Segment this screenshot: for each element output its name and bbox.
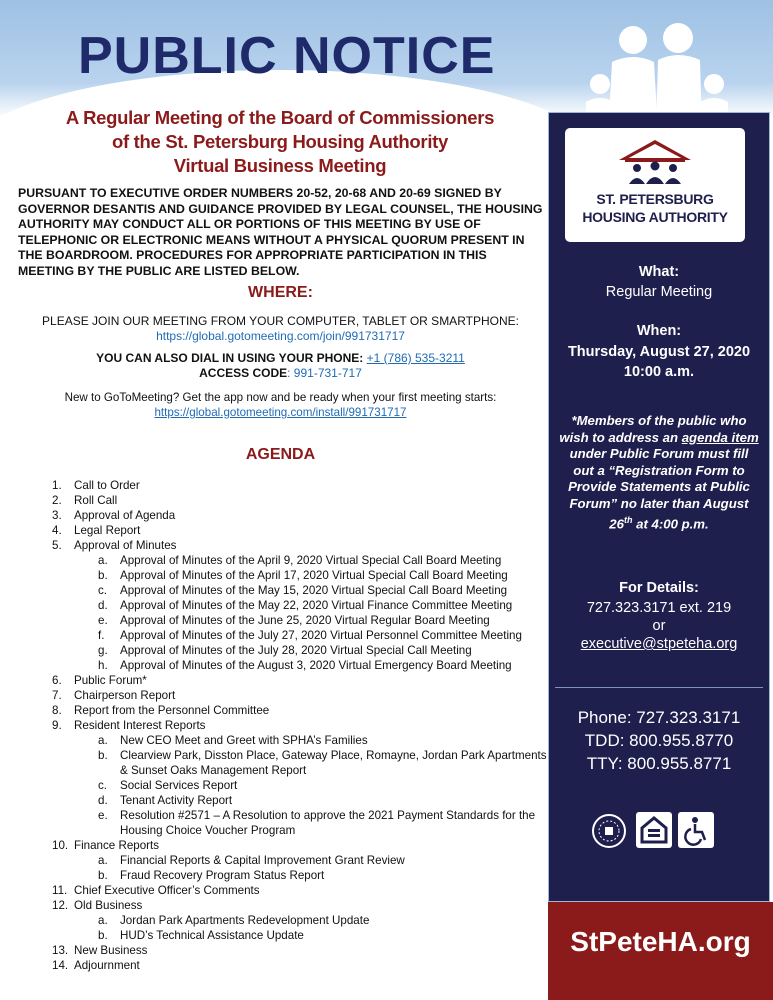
pursuant-paragraph: PURSUANT TO EXECUTIVE ORDER NUMBERS 20-52, 20-68 AND 20-69 SIGNED BY GOVERNOR DESANTIS AND GUIDANCE PROVIDED BY LEGAL COUNSEL, THE HOUSING AUTHORITY MAY CONDUCT ALL OR PORTIONS OF THIS MEETING BY USE OF TELEPHONIC OR ELECTRONIC MEANS WITHOUT A PHYSICAL QUORUM PRESENT IN THE BOARDROOM. PROCEDURES FOR APPROPRIATE PARTICIPATION IN THIS MEETING BY THE PUBLIC ARE LISTED BELOW. xyxy=(18,186,543,278)
agenda-item xyxy=(52,838,552,853)
agenda-item-number: 5. xyxy=(52,539,62,552)
agenda-item xyxy=(52,898,552,913)
agenda-item xyxy=(52,523,552,538)
agenda-item-text: Adjournment xyxy=(74,959,140,972)
hud-seal-icon xyxy=(590,812,630,850)
access-line xyxy=(18,366,543,381)
agenda-item xyxy=(52,673,552,688)
agenda-subitem-letter: a. xyxy=(98,854,108,867)
agenda-item-number: 14. xyxy=(52,959,69,972)
agenda-subitem-letter: b. xyxy=(98,929,108,942)
phone-number: Phone: 727.323.3171 xyxy=(577,708,741,727)
agenda-subitem-letter: c. xyxy=(98,779,108,792)
agenda-subitem-letter: a. xyxy=(98,554,108,567)
agenda-item xyxy=(52,718,552,733)
agenda-subitem-text: Approval of Minutes of the July 27, 2020 Virtual Personnel Committee Meeting xyxy=(120,629,522,642)
agenda-subitem-text: New CEO Meet and Greet with SPHA’s Families xyxy=(120,734,368,747)
agenda-subitem-text: Approval of Minutes of the August 3, 2020 Virtual Emergency Board Meeting xyxy=(120,659,512,672)
agenda-subitem-letter: f. xyxy=(98,629,105,642)
what-label: What: xyxy=(638,264,680,280)
agenda-item-text: Finance Reports xyxy=(74,839,160,852)
logo-line-2: HOUSING AUTHORITY xyxy=(582,209,728,225)
join-link[interactable]: https://global.gotomeeting.com/join/991731717 xyxy=(156,329,405,343)
agenda-subitem xyxy=(52,643,552,658)
agenda-item-text: Report from the Personnel Committee xyxy=(74,704,270,717)
agenda-item-number: 8. xyxy=(52,704,62,717)
agenda-subitem xyxy=(52,793,552,808)
agenda-item xyxy=(52,478,552,493)
agenda-item-text: Old Business xyxy=(74,899,143,912)
agenda-subitem-text: Approval of Minutes of the May 15, 2020 Virtual Special Call Board Meeting xyxy=(120,584,508,597)
agenda-item-text: Call to Order xyxy=(74,479,140,492)
agenda-item-number: 10. xyxy=(52,839,69,852)
dial-number-link[interactable]: +1 (786) 535-3211 xyxy=(366,351,465,365)
agenda-subitem-text: Approval of Minutes of the April 17, 2020 Virtual Special Call Board Meeting xyxy=(120,569,508,582)
when-label: When: xyxy=(636,323,682,339)
agenda-subitem xyxy=(52,748,552,778)
agenda-subitem-letter: b. xyxy=(98,749,108,762)
agenda-item-number: 3. xyxy=(52,509,62,522)
when-time: 10:00 a.m. xyxy=(623,364,695,380)
details-phone: 727.323.3171 ext. 219 xyxy=(586,600,732,616)
note-sup: th xyxy=(623,515,633,525)
note-text-2: under Public Forum must fill out a “Registration Form to Provide Statements at Public Forum” no later than August 26 xyxy=(568,446,750,532)
note-agenda-item: agenda item xyxy=(681,429,759,445)
agenda-item xyxy=(52,688,552,703)
website-link[interactable]: StPeteHA.org xyxy=(570,926,751,957)
agenda-subitem-text: Fraud Recovery Program Status Report xyxy=(120,869,325,882)
dial-text: YOU CAN ALSO DIAL IN USING YOUR PHONE: xyxy=(96,351,367,365)
agenda-item xyxy=(52,958,552,973)
agenda-subitem-letter: c. xyxy=(98,584,108,597)
agenda-subitem-letter: d. xyxy=(98,794,108,807)
agenda-item-number: 11. xyxy=(52,884,68,897)
agenda-subitem-letter: e. xyxy=(98,614,108,627)
house-logo-icon xyxy=(615,138,695,188)
agenda-subitem-text: Social Services Report xyxy=(120,779,238,792)
when-date: Thursday, August 27, 2020 xyxy=(567,344,751,360)
agenda-subitem xyxy=(52,928,552,943)
join-text: PLEASE JOIN OUR MEETING FROM YOUR COMPUTER, TABLET OR SMARTPHONE: xyxy=(42,314,519,328)
agenda-item-number: 9. xyxy=(52,719,62,732)
spha-logo xyxy=(565,128,745,242)
agenda-subitem-text: Tenant Activity Report xyxy=(120,794,233,807)
agenda-item-text: Roll Call xyxy=(74,494,118,507)
agenda-subitem-text: Approval of Minutes of the July 28, 2020 Virtual Special Call Meeting xyxy=(120,644,472,657)
public-forum-note xyxy=(558,413,760,533)
tdd-number: TDD: 800.955.8770 xyxy=(584,731,734,750)
agenda-item-number: 2. xyxy=(52,494,62,507)
install-link-line xyxy=(18,405,543,420)
agenda-subitem-text: Approval of Minutes of the June 25, 2020 Virtual Regular Board Meeting xyxy=(120,614,490,627)
agenda-subitem-letter: a. xyxy=(98,734,108,747)
agenda-subitem-letter: a. xyxy=(98,914,108,927)
agenda-subitem xyxy=(52,628,552,643)
agenda-list xyxy=(52,478,552,973)
agenda-item-text: Legal Report xyxy=(74,524,141,537)
meeting-subtitle xyxy=(30,106,530,178)
agenda-subitem-letter: d. xyxy=(98,599,108,612)
agenda-subitem-text: Clearview Park, Disston Place, Gateway Place, Romayne, Jordan Park Apartments & Sunset Oaks Management Report xyxy=(120,749,547,777)
agenda-subitem-text: HUD’s Technical Assistance Update xyxy=(120,929,304,942)
dial-line xyxy=(18,351,543,366)
agenda-subitem xyxy=(52,853,552,868)
agenda-heading: AGENDA xyxy=(245,446,316,463)
access-label: ACCESS CODE xyxy=(199,366,288,380)
note-text-1: *Members of the public who wish to address an xyxy=(559,413,747,445)
agenda-item-number: 1. xyxy=(52,479,62,492)
where-heading: WHERE: xyxy=(248,284,313,301)
logo-line-1: ST. PETERSBURG xyxy=(596,191,714,207)
subtitle-line-2: of the St. Petersburg Housing Authority xyxy=(111,131,449,152)
note-text-3: at 4:00 p.m. xyxy=(632,516,709,532)
agenda-subitem-letter: g. xyxy=(98,644,108,657)
equal-housing-icon xyxy=(636,812,672,848)
agenda-item-text: New Business xyxy=(74,944,148,957)
agenda-subitem-letter: e. xyxy=(98,809,108,822)
agenda-subitem xyxy=(52,568,552,583)
compliance-icons xyxy=(590,812,730,850)
agenda-item-text: Chief Executive Officer’s Comments xyxy=(74,884,260,897)
agenda-item xyxy=(52,508,552,523)
agenda-subitem-text: Approval of Minutes of the May 22, 2020 Virtual Finance Committee Meeting xyxy=(120,599,513,612)
agenda-item-text: Approval of Minutes xyxy=(74,539,177,552)
what-value: Regular Meeting xyxy=(605,284,713,300)
sidebar-divider xyxy=(555,687,763,688)
access-code: : 991-731-717 xyxy=(287,366,362,380)
agenda-subitem-text: Resolution #2571 – A Resolution to approve the 2021 Payment Standards for the Housing Choice Voucher Program xyxy=(120,809,536,837)
agenda-item-text: Approval of Agenda xyxy=(74,509,176,522)
agenda-subitem xyxy=(52,868,552,883)
agenda-item xyxy=(52,538,552,553)
agenda-item xyxy=(52,493,552,508)
agenda-subitem-letter: b. xyxy=(98,869,108,882)
agenda-subitem-text: Financial Reports & Capital Improvement Grant Review xyxy=(120,854,405,867)
agenda-subitem xyxy=(52,553,552,568)
details-label: For Details: xyxy=(619,580,699,596)
agenda-subitem xyxy=(52,778,552,793)
new-to-gotomeeting: New to GoToMeeting? Get the app now and be ready when your first meeting starts: xyxy=(64,391,497,404)
agenda-item-text: Resident Interest Reports xyxy=(74,719,206,732)
install-link[interactable]: https://global.gotomeeting.com/install/991731717 xyxy=(154,406,407,419)
accessibility-icon xyxy=(678,812,714,848)
tty-number: TTY: 800.955.8771 xyxy=(586,754,732,773)
details-email-link[interactable]: executive@stpeteha.org xyxy=(580,636,738,652)
agenda-subitem-letter: b. xyxy=(98,569,108,582)
agenda-subitem-letter: h. xyxy=(98,659,108,672)
agenda-item xyxy=(52,883,552,898)
agenda-item-number: 7. xyxy=(52,689,62,702)
join-link-line xyxy=(18,329,543,344)
subtitle-line-1: A Regular Meeting of the Board of Commissioners xyxy=(65,107,495,128)
details-or: or xyxy=(652,618,666,634)
agenda-subitem xyxy=(52,598,552,613)
agenda-subitem xyxy=(52,658,552,673)
agenda-subitem xyxy=(52,733,552,748)
agenda-item xyxy=(52,943,552,958)
agenda-item-text: Public Forum* xyxy=(74,674,147,687)
agenda-subitem-text: Jordan Park Apartments Redevelopment Update xyxy=(120,914,370,927)
agenda-subitem xyxy=(52,913,552,928)
agenda-subitem xyxy=(52,808,552,838)
agenda-item-text: Chairperson Report xyxy=(74,689,176,702)
agenda-subitem-text: Approval of Minutes of the April 9, 2020 Virtual Special Call Board Meeting xyxy=(120,554,502,567)
agenda-subitem xyxy=(52,583,552,598)
subtitle-line-3: Virtual Business Meeting xyxy=(173,155,387,176)
agenda-item-number: 4. xyxy=(52,524,62,537)
agenda-subitem xyxy=(52,613,552,628)
agenda-item-number: 13. xyxy=(52,944,69,957)
logo-text xyxy=(565,190,745,226)
agenda-item xyxy=(52,703,552,718)
agenda-item-number: 6. xyxy=(52,674,62,687)
page-title: PUBLIC NOTICE xyxy=(78,27,496,85)
agenda-item-number: 12. xyxy=(52,899,69,912)
